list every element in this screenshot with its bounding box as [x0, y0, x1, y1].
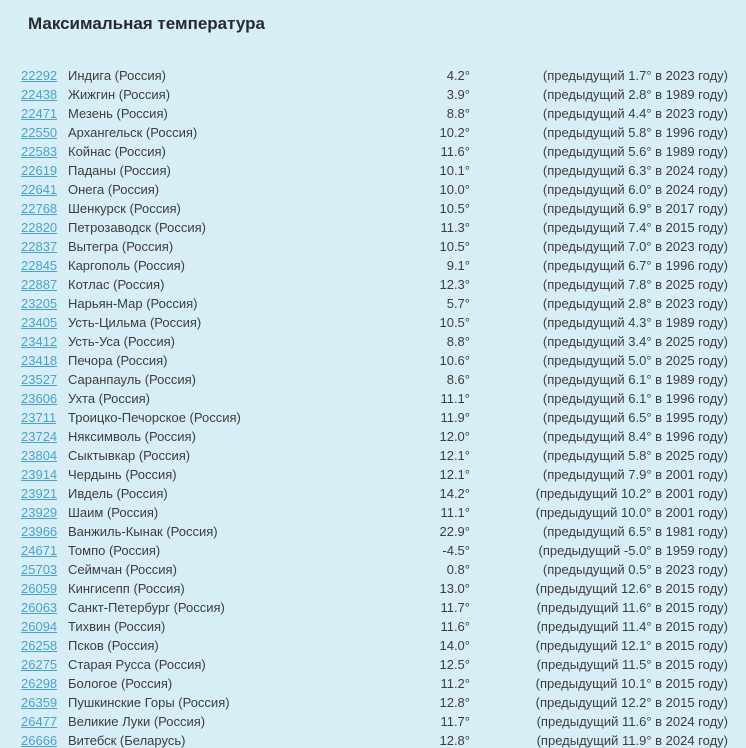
max-temp-value: 11.1° [440, 505, 470, 520]
station-id-link[interactable]: 26298 [21, 676, 58, 691]
max-temp-value: 3.9° [446, 87, 470, 102]
previous-record: (предыдущий 6.3° в 2024 году) [542, 163, 728, 178]
table-row [8, 313, 728, 332]
station-name: Ивдель (Россия) [68, 486, 168, 501]
station-name: Пушкинские Горы (Россия) [68, 695, 230, 710]
max-temp-value: 11.2° [440, 676, 470, 691]
table-row [8, 465, 728, 484]
station-id-link[interactable]: 23205 [21, 296, 58, 311]
station-name: Шенкурск (Россия) [68, 201, 181, 216]
max-temp-value: 11.6° [440, 144, 470, 159]
max-temp-value: 8.6° [446, 372, 470, 387]
station-name: Усть-Цильма (Россия) [68, 315, 202, 330]
station-name: Тихвин (Россия) [68, 619, 166, 634]
station-name: Вытегра (Россия) [68, 239, 174, 254]
station-id-link[interactable]: 26059 [21, 581, 58, 596]
max-temp-value: 12.8° [439, 733, 470, 748]
station-name: Томпо (Россия) [68, 543, 161, 558]
max-temp-value: 10.6° [439, 353, 470, 368]
station-name: Ухта (Россия) [68, 391, 150, 406]
station-id-link[interactable]: 23711 [21, 410, 57, 425]
table-row [8, 674, 728, 693]
station-id-link[interactable]: 22820 [21, 220, 58, 235]
station-name: Индига (Россия) [68, 68, 166, 83]
station-name: Койнас (Россия) [68, 144, 166, 159]
station-id-link[interactable]: 26258 [21, 638, 58, 653]
station-id-link[interactable]: 23606 [21, 391, 58, 406]
previous-record: (предыдущий 11.4° в 2015 году) [536, 619, 728, 634]
station-id-link[interactable]: 22768 [21, 201, 58, 216]
page-title: Максимальная температура [28, 14, 265, 33]
max-temp-value: 10.5° [439, 201, 470, 216]
previous-record: (предыдущий 7.8° в 2025 году) [542, 277, 728, 292]
station-name: Ванжиль-Кынак (Россия) [68, 524, 218, 539]
station-name: Чердынь (Россия) [68, 467, 177, 482]
station-id-link[interactable]: 23418 [21, 353, 58, 368]
previous-record: (предыдущий 12.2° в 2015 году) [535, 695, 728, 710]
max-temp-value: 5.7° [446, 296, 470, 311]
table-row [8, 142, 728, 161]
station-name: Саранпауль (Россия) [68, 372, 197, 387]
station-id-link[interactable]: 22619 [21, 163, 58, 178]
max-temp-value: 4.2° [446, 68, 470, 83]
previous-record: (предыдущий 7.0° в 2023 году) [542, 239, 728, 254]
station-id-link[interactable]: 22471 [21, 106, 58, 121]
previous-record: (предыдущий 6.7° в 1996 году) [542, 258, 728, 273]
station-id-link[interactable]: 23527 [21, 372, 58, 387]
station-id-link[interactable]: 26666 [21, 733, 58, 748]
previous-record: (предыдущий 10.0° в 2001 году) [535, 505, 728, 520]
max-temp-value: 0.8° [446, 562, 470, 577]
previous-record: (предыдущий 6.5° в 1995 году) [542, 410, 728, 425]
station-id-link[interactable]: 22438 [21, 87, 58, 102]
table-row [8, 66, 728, 85]
max-temp-value: 10.5° [439, 239, 470, 254]
previous-record: (предыдущий 6.1° в 1989 году) [542, 372, 728, 387]
max-temp-value: 14.0° [439, 638, 470, 653]
previous-record: (предыдущий 8.4° в 1996 году) [542, 429, 728, 444]
table-row [8, 427, 728, 446]
table-row [8, 294, 728, 313]
max-temp-value: 10.1° [439, 163, 470, 178]
station-name: Архангельск (Россия) [68, 125, 198, 140]
station-id-link[interactable]: 26094 [21, 619, 58, 634]
records-table [8, 66, 746, 748]
previous-record: (предыдущий 11.6° в 2015 году) [536, 600, 728, 615]
table-row [8, 161, 728, 180]
previous-record: (предыдущий 2.8° в 2023 году) [542, 296, 728, 311]
station-name: Сеймчан (Россия) [68, 562, 177, 577]
previous-record: (предыдущий 4.3° в 1989 году) [542, 315, 728, 330]
max-temp-value: 14.2° [439, 486, 470, 501]
table-row [8, 579, 728, 598]
station-name: Нарьян-Мар (Россия) [68, 296, 198, 311]
max-temp-value: 12.0° [439, 429, 470, 444]
station-name: Бологое (Россия) [68, 676, 173, 691]
table-row [8, 655, 728, 674]
station-id-link[interactable]: 22292 [21, 68, 58, 83]
table-row [8, 636, 728, 655]
station-id-link[interactable]: 24671 [21, 543, 58, 558]
station-id-link[interactable]: 23405 [21, 315, 58, 330]
table-row [8, 598, 728, 617]
station-name: Каргополь (Россия) [68, 258, 185, 273]
station-name: Усть-Уса (Россия) [68, 334, 175, 349]
max-temp-value: 9.1° [446, 258, 470, 273]
station-id-link[interactable]: 22845 [21, 258, 58, 273]
table-row [8, 370, 728, 389]
max-temp-value: 11.7° [440, 714, 470, 729]
max-temp-value: 11.9° [440, 410, 470, 425]
station-name: Санкт-Петербург (Россия) [68, 600, 225, 615]
table-row [8, 693, 728, 712]
max-temp-value: 13.0° [439, 581, 470, 596]
previous-record: (предыдущий 1.7° в 2023 году) [542, 68, 728, 83]
previous-record: (предыдущий 6.1° в 1996 году) [542, 391, 728, 406]
previous-record: (предыдущий 5.6° в 1989 году) [542, 144, 728, 159]
table-row [8, 522, 728, 541]
table-row [8, 199, 728, 218]
table-row [8, 123, 728, 142]
max-temp-value: 10.5° [439, 315, 470, 330]
max-temp-value: 11.6° [440, 619, 470, 634]
previous-record: (предыдущий 5.8° в 2025 году) [542, 448, 728, 463]
max-temp-value: 10.0° [439, 182, 470, 197]
table-row [8, 541, 728, 560]
previous-record: (предыдущий -5.0° в 1959 году) [538, 543, 728, 558]
previous-record: (предыдущий 10.2° в 2001 году) [535, 486, 728, 501]
previous-record: (предыдущий 7.9° в 2001 году) [542, 467, 728, 482]
max-temp-value: 11.3° [440, 220, 470, 235]
previous-record: (предыдущий 6.5° в 1981 году) [542, 524, 728, 539]
table-row [8, 104, 728, 123]
station-name: Онега (Россия) [68, 182, 160, 197]
station-id-link[interactable]: 22887 [21, 277, 58, 292]
station-name: Шаим (Россия) [68, 505, 159, 520]
previous-record: (предыдущий 5.8° в 1996 году) [542, 125, 728, 140]
max-temp-value: 11.1° [440, 391, 470, 406]
station-name: Сыктывкар (Россия) [68, 448, 191, 463]
table-row [8, 332, 728, 351]
station-name: Печора (Россия) [68, 353, 168, 368]
table-row [8, 484, 728, 503]
max-temp-value: 11.7° [440, 600, 470, 615]
max-temp-value: 12.1° [439, 467, 470, 482]
station-name: Великие Луки (Россия) [68, 714, 206, 729]
table-row [8, 712, 728, 731]
station-id-link[interactable]: 23804 [21, 448, 58, 463]
table-row [8, 275, 728, 294]
station-name: Котлас (Россия) [68, 277, 165, 292]
station-id-link[interactable]: 25703 [21, 562, 58, 577]
station-id-link[interactable]: 26275 [21, 657, 58, 672]
station-name: Петрозаводск (Россия) [68, 220, 206, 235]
station-name: Псков (Россия) [68, 638, 159, 653]
max-temp-value: 22.9° [439, 524, 470, 539]
station-name: Кингисепп (Россия) [68, 581, 185, 596]
previous-record: (предыдущий 7.4° в 2015 году) [542, 220, 728, 235]
max-temp-value: 10.2° [439, 125, 470, 140]
station-name: Старая Русса (Россия) [68, 657, 206, 672]
station-id-link[interactable]: 23914 [21, 467, 58, 482]
max-temp-value: -4.5° [442, 543, 470, 558]
station-name: Няксимволь (Россия) [68, 429, 196, 444]
max-temp-value: 12.3° [439, 277, 470, 292]
max-temp-value: 12.8° [439, 695, 470, 710]
station-name: Витебск (Беларусь) [68, 733, 186, 748]
table-row [8, 85, 728, 104]
station-id-link[interactable]: 22583 [21, 144, 58, 159]
previous-record: (предыдущий 6.0° в 2024 году) [542, 182, 728, 197]
station-id-link[interactable]: 23724 [21, 429, 58, 444]
previous-record: (предыдущий 10.1° в 2015 году) [535, 676, 728, 691]
station-id-link[interactable]: 23412 [21, 334, 58, 349]
previous-record: (предыдущий 0.5° в 2023 году) [542, 562, 728, 577]
station-name: Троицко-Печорское (Россия) [68, 410, 241, 425]
previous-record: (предыдущий 3.4° в 2025 году) [542, 334, 728, 349]
table-row [8, 218, 728, 237]
table-row [8, 560, 728, 579]
station-id-link[interactable]: 23966 [21, 524, 58, 539]
previous-record: (предыдущий 11.5° в 2015 году) [536, 657, 728, 672]
table-row [8, 617, 728, 636]
previous-record: (предыдущий 12.6° в 2015 году) [535, 581, 728, 596]
max-temp-value: 12.1° [439, 448, 470, 463]
station-id-link[interactable]: 26063 [21, 600, 58, 615]
previous-record: (предыдущий 2.8° в 1989 году) [542, 87, 728, 102]
station-id-link[interactable]: 26477 [21, 714, 58, 729]
station-id-link[interactable]: 22837 [21, 239, 58, 254]
station-id-link[interactable]: 22550 [21, 125, 58, 140]
station-name: Паданы (Россия) [68, 163, 171, 178]
table-row [8, 237, 728, 256]
station-id-link[interactable]: 26359 [21, 695, 58, 710]
previous-record: (предыдущий 5.0° в 2025 году) [542, 353, 728, 368]
previous-record: (предыдущий 11.6° в 2024 году) [536, 714, 728, 729]
previous-record: (предыдущий 6.9° в 2017 году) [542, 201, 728, 216]
station-name: Жижгин (Россия) [68, 87, 171, 102]
previous-record: (предыдущий 12.1° в 2015 году) [535, 638, 728, 653]
table-row [8, 389, 728, 408]
previous-record: (предыдущий 4.4° в 2023 году) [542, 106, 728, 121]
table-row [8, 446, 728, 465]
station-id-link[interactable]: 23929 [21, 505, 58, 520]
table-row [8, 180, 728, 199]
station-id-link[interactable]: 22641 [21, 182, 58, 197]
max-temp-value: 12.5° [439, 657, 470, 672]
table-row [8, 351, 728, 370]
table-row [8, 731, 728, 748]
station-id-link[interactable]: 23921 [21, 486, 58, 501]
table-row [8, 408, 728, 427]
table-row [8, 503, 728, 522]
max-temp-value: 8.8° [446, 334, 470, 349]
previous-record: (предыдущий 11.9° в 2024 году) [536, 733, 728, 748]
max-temp-value: 8.8° [446, 106, 470, 121]
station-name: Мезень (Россия) [68, 106, 168, 121]
table-row [8, 256, 728, 275]
